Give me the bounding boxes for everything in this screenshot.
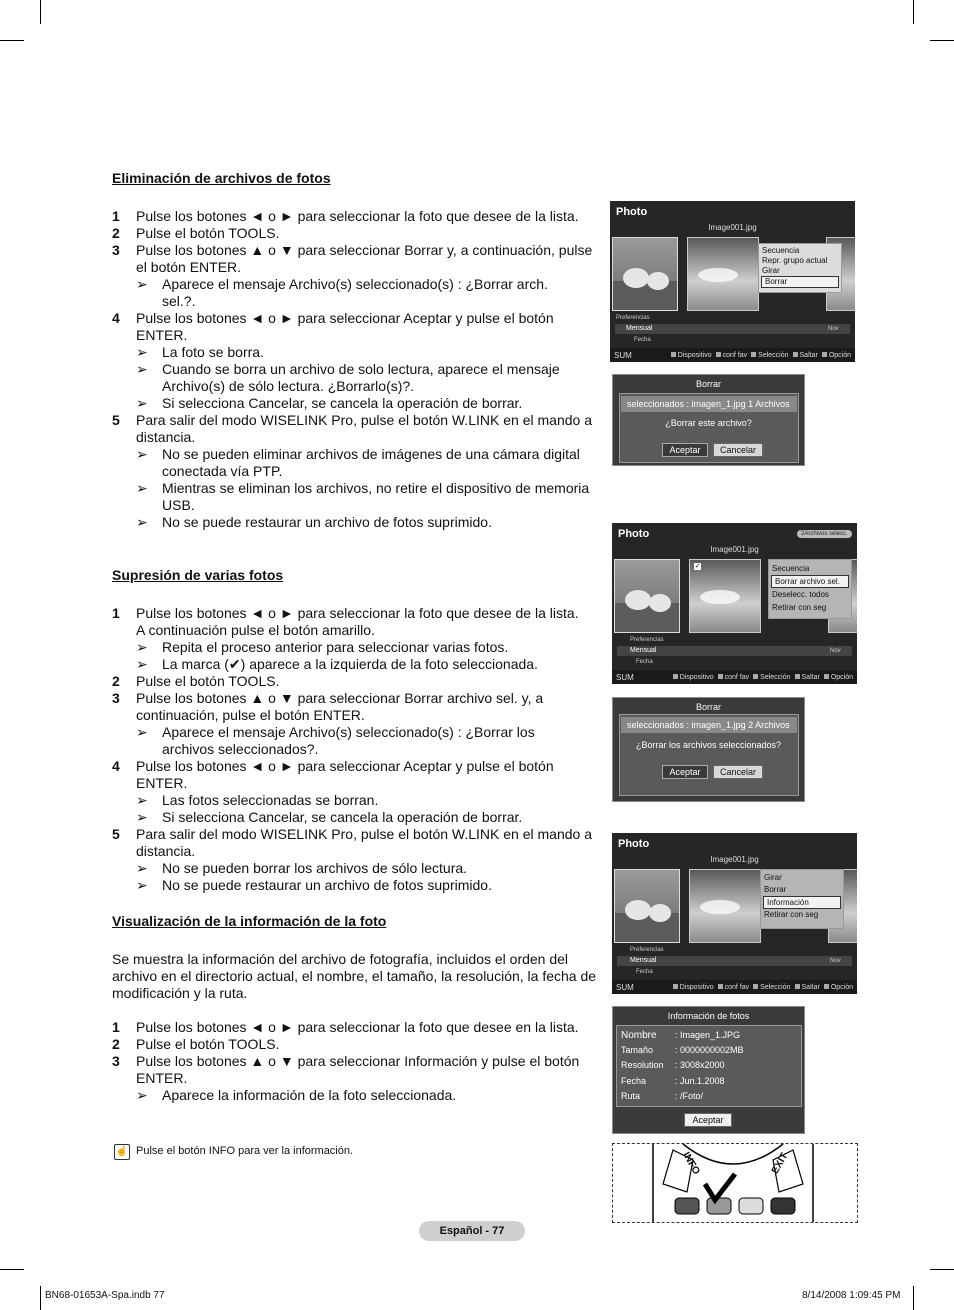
continuation-text: ENTER.: [136, 1070, 188, 1086]
thumbnail-sky[interactable]: [689, 869, 761, 943]
info-row: Tamaño : 0000000002MB: [621, 1045, 744, 1055]
note-arrow-icon: ➢: [136, 514, 148, 530]
continuation-text: conectada vía PTP.: [162, 463, 283, 479]
selected-files: seleccionados : imagen_1.jpg 1 Archivos: [621, 396, 797, 412]
dialog-title: Borrar: [695, 379, 721, 389]
thumbnail-sheep[interactable]: [614, 559, 680, 633]
thumbnail-sky-selected[interactable]: [689, 559, 761, 633]
intro-line: modificación y la ruta.: [112, 985, 248, 1001]
delete-multiple-dialog: [612, 697, 805, 802]
accept-button[interactable]: Aceptar: [684, 1113, 732, 1127]
note-arrow-icon: ➢: [136, 656, 148, 672]
menu-item-selected[interactable]: Borrar: [761, 276, 839, 288]
note-arrow-icon: ➢: [136, 395, 148, 411]
note-text: No se puede restaurar un archivo de fotos suprimido.: [162, 877, 492, 893]
month-label: Nov: [828, 326, 839, 332]
section-title-photo-info: Visualización de la información de la foto: [112, 913, 387, 929]
note-text: No se pueden eliminar archivos de imágenes de una cámara digital: [162, 446, 580, 462]
note-text: Si selecciona Cancelar, se cancela la operación de borrar.: [162, 395, 523, 411]
selected-files: seleccionados : imagen_1.jpg 2 Archivos: [621, 717, 797, 733]
legend: Dispositivo conf fav Selección Saltar Opción: [667, 352, 851, 359]
note-arrow-icon: ➢: [136, 361, 148, 377]
note-arrow-icon: ➢: [136, 639, 148, 655]
mode-label: Mensual: [630, 957, 657, 964]
continuation-text: el botón ENTER.: [136, 259, 242, 275]
tools-menu: [760, 869, 844, 929]
screen-title: Photo: [616, 206, 648, 218]
thumbnail-sheep[interactable]: [614, 869, 680, 943]
sum-label: SUM: [616, 983, 634, 992]
cancel-button[interactable]: Cancelar: [713, 765, 763, 779]
step-text: Pulse los botones ▲ o ▼ para seleccionar Borrar y, a continuación, pulse: [136, 242, 593, 258]
note-icon: ☝: [114, 1144, 130, 1160]
note-arrow-icon: ➢: [136, 344, 148, 360]
continuation-text: distancia.: [136, 429, 196, 445]
month-label: Nov: [830, 648, 841, 654]
tv-footer: [610, 348, 855, 362]
step-number: 1: [112, 208, 120, 224]
selection-badge: 2Archivos selecc.: [797, 530, 852, 538]
remote-control-illustration: [612, 1143, 858, 1223]
delete-dialog: [612, 374, 805, 466]
section-title-delete-multiple: Supresión de varias fotos: [112, 567, 284, 583]
sum-label: SUM: [616, 673, 634, 682]
thumbnail-sheep[interactable]: [612, 237, 678, 311]
mode-label: Mensual: [626, 325, 653, 332]
menu-item[interactable]: Retirar con seg: [772, 603, 827, 612]
menu-item-selected[interactable]: Borrar archivo sel.: [771, 575, 849, 588]
menu-item[interactable]: Secuencia: [762, 246, 800, 255]
continuation-text: continuación, pulse el botón ENTER.: [136, 707, 365, 723]
step-text: Pulse el botón TOOLS.: [136, 225, 280, 241]
step-number: 2: [112, 673, 120, 689]
step-number: 2: [112, 1036, 120, 1052]
note-arrow-icon: ➢: [136, 877, 148, 893]
thumbnail-sky[interactable]: [687, 237, 759, 311]
note-text: Aparece el mensaje Archivo(s) seleccionado(s) : ¿Borrar arch.: [162, 276, 548, 292]
menu-item[interactable]: Retirar con seg: [764, 910, 819, 919]
continuation-text: ENTER.: [136, 775, 188, 791]
pref-label: Preferencias: [630, 637, 664, 643]
screen-title: Photo: [618, 528, 650, 540]
legend: Dispositivo conf fav Selección Saltar Opción: [669, 984, 853, 991]
note-arrow-icon: ➢: [136, 860, 148, 876]
step-text: Pulse los botones ▲ o ▼ para seleccionar Información y pulse el botón: [136, 1053, 580, 1069]
continuation-text: sel.?.: [162, 293, 196, 309]
step-number: 3: [112, 1053, 120, 1069]
step-number: 3: [112, 242, 120, 258]
note-text: Aparece el mensaje Archivo(s) seleccionado(s) : ¿Borrar los: [162, 724, 535, 740]
crop-mark: [930, 40, 954, 41]
menu-item[interactable]: Girar: [764, 873, 782, 882]
sum-label: SUM: [614, 351, 632, 360]
screen-title: Photo: [618, 838, 650, 850]
note-text: Aparece la información de la foto seleccionada.: [162, 1087, 457, 1103]
tools-menu: [758, 243, 842, 293]
step-text: Para salir del modo WISELINK Pro, pulse el botón W.LINK en el mando a: [136, 826, 593, 842]
tv-screen-delete: [610, 201, 855, 362]
note-text: Repita el proceso anterior para seleccionar varias fotos.: [162, 639, 509, 655]
note-arrow-icon: ➢: [136, 446, 148, 462]
info-row: Nombre : Imagen_1.JPG: [621, 1030, 741, 1041]
date-label: Fecha: [636, 659, 653, 665]
continuation-text: USB.: [162, 497, 195, 513]
check-mark-icon: ✓: [694, 563, 701, 570]
crop-mark: [913, 1286, 914, 1310]
dialog-question: ¿Borrar los archivos seleccionados?: [635, 740, 782, 750]
note-text: Las fotos seleccionadas se borran.: [162, 792, 379, 808]
continuation-text: distancia.: [136, 843, 196, 859]
step-number: 4: [112, 310, 120, 326]
continuation-text: Archivo(s) de sólo lectura. ¿Borrarlo(s)?.: [162, 378, 415, 394]
note-arrow-icon: ➢: [136, 724, 148, 740]
step-number: 1: [112, 1019, 120, 1035]
dialog-title: Borrar: [695, 702, 721, 712]
step-text: Pulse los botones ▲ o ▼ para seleccionar Borrar archivo sel. y, a: [136, 690, 544, 706]
menu-item[interactable]: Deselecc. todos: [772, 590, 829, 599]
step-number: 3: [112, 690, 120, 706]
page-number: Español - 77: [419, 1221, 525, 1241]
exit-button-label[interactable]: EXIT: [769, 1151, 791, 1176]
mode-label: Mensual: [630, 647, 657, 654]
note-arrow-icon: ➢: [136, 276, 148, 292]
step-number: 2: [112, 225, 120, 241]
step-number: 1: [112, 605, 120, 621]
menu-item[interactable]: Borrar: [764, 885, 787, 894]
note-text: Si selecciona Cancelar, se cancela la operación de borrar.: [162, 809, 523, 825]
step-text: Para salir del modo WISELINK Pro, pulse el botón W.LINK en el mando a: [136, 412, 593, 428]
file-name: Image001.jpg: [710, 855, 759, 864]
step-number: 5: [112, 412, 120, 428]
menu-item[interactable]: Repr. grupo actual: [762, 256, 828, 265]
step-text: Pulse el botón TOOLS.: [136, 1036, 280, 1052]
month-label: Nov: [830, 958, 841, 964]
tv-screen-delete-multiple: [612, 523, 857, 684]
continuation-text: A continuación pulse el botón amarillo.: [136, 622, 375, 638]
step-text: Pulse los botones ◄ o ► para seleccionar Aceptar y pulse el botón: [136, 758, 554, 774]
pref-label: Preferencias: [630, 947, 664, 953]
crop-mark: [40, 1286, 41, 1310]
cancel-button[interactable]: Cancelar: [713, 443, 763, 457]
note-text: La foto se borra.: [162, 344, 264, 360]
note-text: No se pueden borrar los archivos de sólo lectura.: [162, 860, 468, 876]
menu-item-selected[interactable]: Información: [763, 896, 841, 909]
step-number: 4: [112, 758, 120, 774]
note-arrow-icon: ➢: [136, 809, 148, 825]
info-row: Ruta : /Foto/: [621, 1091, 704, 1101]
note-text: Pulse el botón INFO para ver la información.: [136, 1145, 354, 1157]
intro-line: archivo en el directorio actual, el nombre, el tamaño, la resolución, la fecha de: [112, 968, 597, 984]
tv-screen-info: [612, 833, 857, 994]
step-text: Pulse el botón TOOLS.: [136, 673, 280, 689]
note-text: No se puede restaurar un archivo de fotos suprimido.: [162, 514, 492, 530]
note-text: Mientras se eliminan los archivos, no retire el dispositivo de memoria: [162, 480, 590, 496]
note-text: La marca (✔) aparece a la izquierda de la foto seleccionada.: [162, 656, 538, 672]
note-arrow-icon: ➢: [136, 1087, 148, 1103]
info-row: Fecha : Jun.1.2008: [621, 1076, 725, 1086]
step-text: Pulse los botones ◄ o ► para seleccionar la foto que desee de la lista.: [136, 605, 579, 621]
tools-menu: [768, 559, 852, 619]
crop-mark: [0, 1269, 24, 1270]
legend: Dispositivo conf fav Selección Saltar Opción: [669, 674, 853, 681]
info-button-label[interactable]: INFO: [680, 1150, 702, 1177]
step-text: Pulse los botones ◄ o ► para seleccionar la foto que desee de la lista.: [136, 208, 579, 224]
dialog-question: ¿Borrar este archivo?: [665, 418, 752, 428]
remote-drawing: [613, 1144, 857, 1222]
accept-button[interactable]: Aceptar: [662, 443, 708, 457]
dialog-title: Información de fotos: [667, 1011, 750, 1021]
pref-label: Preferencias: [616, 315, 650, 321]
step-text: Pulse los botones ◄ o ► para seleccionar la foto que desee en la lista.: [136, 1019, 579, 1035]
crop-mark: [913, 0, 914, 24]
crop-mark: [930, 1269, 954, 1270]
note-arrow-icon: ➢: [136, 792, 148, 808]
print-footer-left: BN68-01653A-Spa.indb 77: [45, 1290, 165, 1301]
step-number: 5: [112, 826, 120, 842]
note-text: Cuando se borra un archivo de solo lectura, aparece el mensaje: [162, 361, 560, 377]
section-title-delete-photo: Eliminación de archivos de fotos: [112, 170, 331, 186]
date-label: Fecha: [636, 969, 653, 975]
note-arrow-icon: ➢: [136, 480, 148, 496]
continuation-text: archivos seleccionados?.: [162, 741, 319, 757]
intro-line: Se muestra la información del archivo de fotografía, incluidos el orden del: [112, 951, 569, 967]
crop-mark: [40, 0, 41, 24]
crop-mark: [0, 40, 24, 41]
file-name: Image001.jpg: [710, 545, 759, 554]
tv-footer: [612, 670, 857, 684]
info-row: Resolution : 3008x2000: [621, 1060, 725, 1070]
step-text: Pulse los botones ◄ o ► para seleccionar Aceptar y pulse el botón: [136, 310, 554, 326]
file-name: Image001.jpg: [708, 223, 757, 232]
continuation-text: ENTER.: [136, 327, 188, 343]
tv-footer: [612, 980, 857, 994]
date-label: Fecha: [634, 337, 651, 343]
accept-button[interactable]: Aceptar: [662, 765, 708, 779]
menu-item[interactable]: Secuencia: [772, 564, 810, 573]
print-footer-right: 8/14/2008 1:09:45 PM: [802, 1290, 901, 1301]
menu-item[interactable]: Girar: [762, 266, 780, 275]
photo-info-dialog: [612, 1006, 805, 1134]
